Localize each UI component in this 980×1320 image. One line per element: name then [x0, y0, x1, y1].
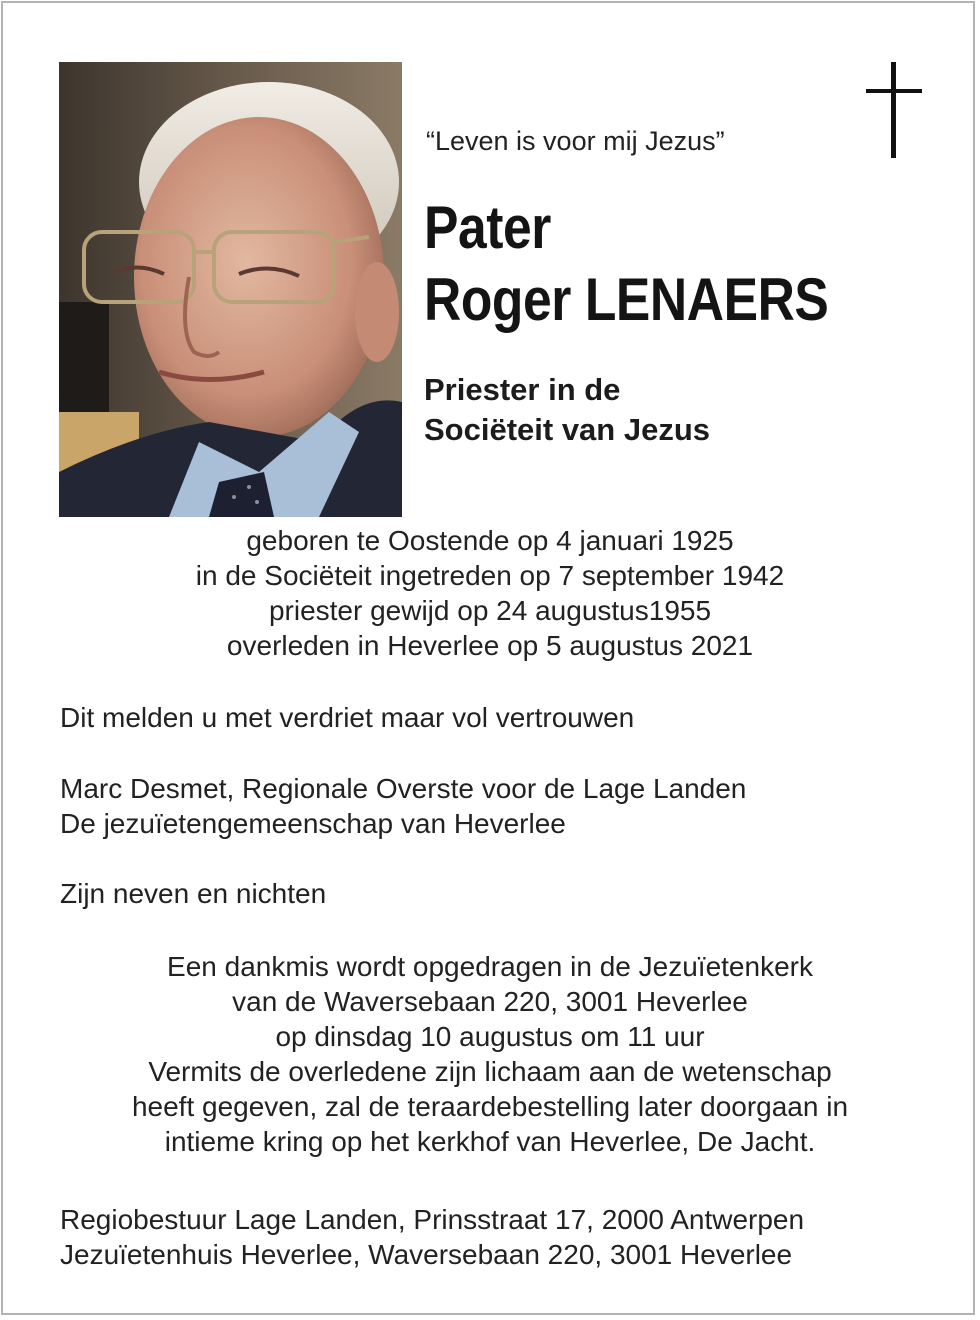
name-title: Pater	[424, 194, 551, 261]
address-line: Jezuïetenhuis Heverlee, Waversebaan 220, 3001 Heverlee	[60, 1239, 793, 1270]
address-line: Regiobestuur Lage Landen, Prinsstraat 17, 2000 Antwerpen	[60, 1204, 805, 1235]
signer-line: De jezuïetengemeenschap van Heverlee	[60, 808, 566, 839]
life-dates	[60, 523, 920, 663]
motto-quote: “Leven is voor mij Jezus”	[426, 126, 725, 156]
deceased-name	[424, 192, 828, 336]
name-full: Roger LENAERS	[424, 266, 829, 333]
service-info	[60, 949, 920, 1159]
death-line: overleden in Heverlee op 5 augustus 2021	[226, 630, 754, 661]
service-line: op dinsdag 10 augustus om 11 uur	[275, 1021, 705, 1052]
service-line: heeft gegeven, zal de teraardebestelling later doorgaan in	[131, 1091, 849, 1122]
family-text: Zijn neven en nichten	[60, 878, 327, 909]
family	[60, 876, 326, 911]
announcement-text: Dit melden u met verdriet maar vol vertrouwen	[60, 702, 635, 733]
addresses	[60, 1202, 804, 1272]
signer-line: Marc Desmet, Regionale Overste voor de Lage Landen	[60, 773, 747, 804]
portrait-photo	[59, 62, 402, 517]
announcement	[60, 700, 634, 735]
service-line: Vermits de overledene zijn lichaam aan de wetenschap	[148, 1056, 832, 1087]
cross-vertical-bar	[891, 62, 896, 158]
service-line: van de Waversebaan 220, 3001 Heverlee	[232, 986, 748, 1017]
signers	[60, 771, 746, 841]
deceased-role	[424, 370, 710, 450]
role-line-1: Priester in de	[424, 372, 621, 407]
service-line: Een dankmis wordt opgedragen in de Jezuïetenkerk	[167, 951, 813, 982]
service-line: intieme kring op het kerkhof van Heverlee, De Jacht.	[164, 1126, 816, 1157]
cross-horizontal-bar	[866, 89, 922, 93]
birth-line: geboren te Oostende op 4 januari 1925	[246, 525, 734, 556]
entry-line: in de Sociëteit ingetreden op 7 september 1942	[195, 560, 785, 591]
cross-icon	[866, 62, 922, 158]
role-line-2: Sociëteit van Jezus	[424, 412, 711, 447]
ordination-line: priester gewijd op 24 augustus1955	[268, 595, 712, 626]
